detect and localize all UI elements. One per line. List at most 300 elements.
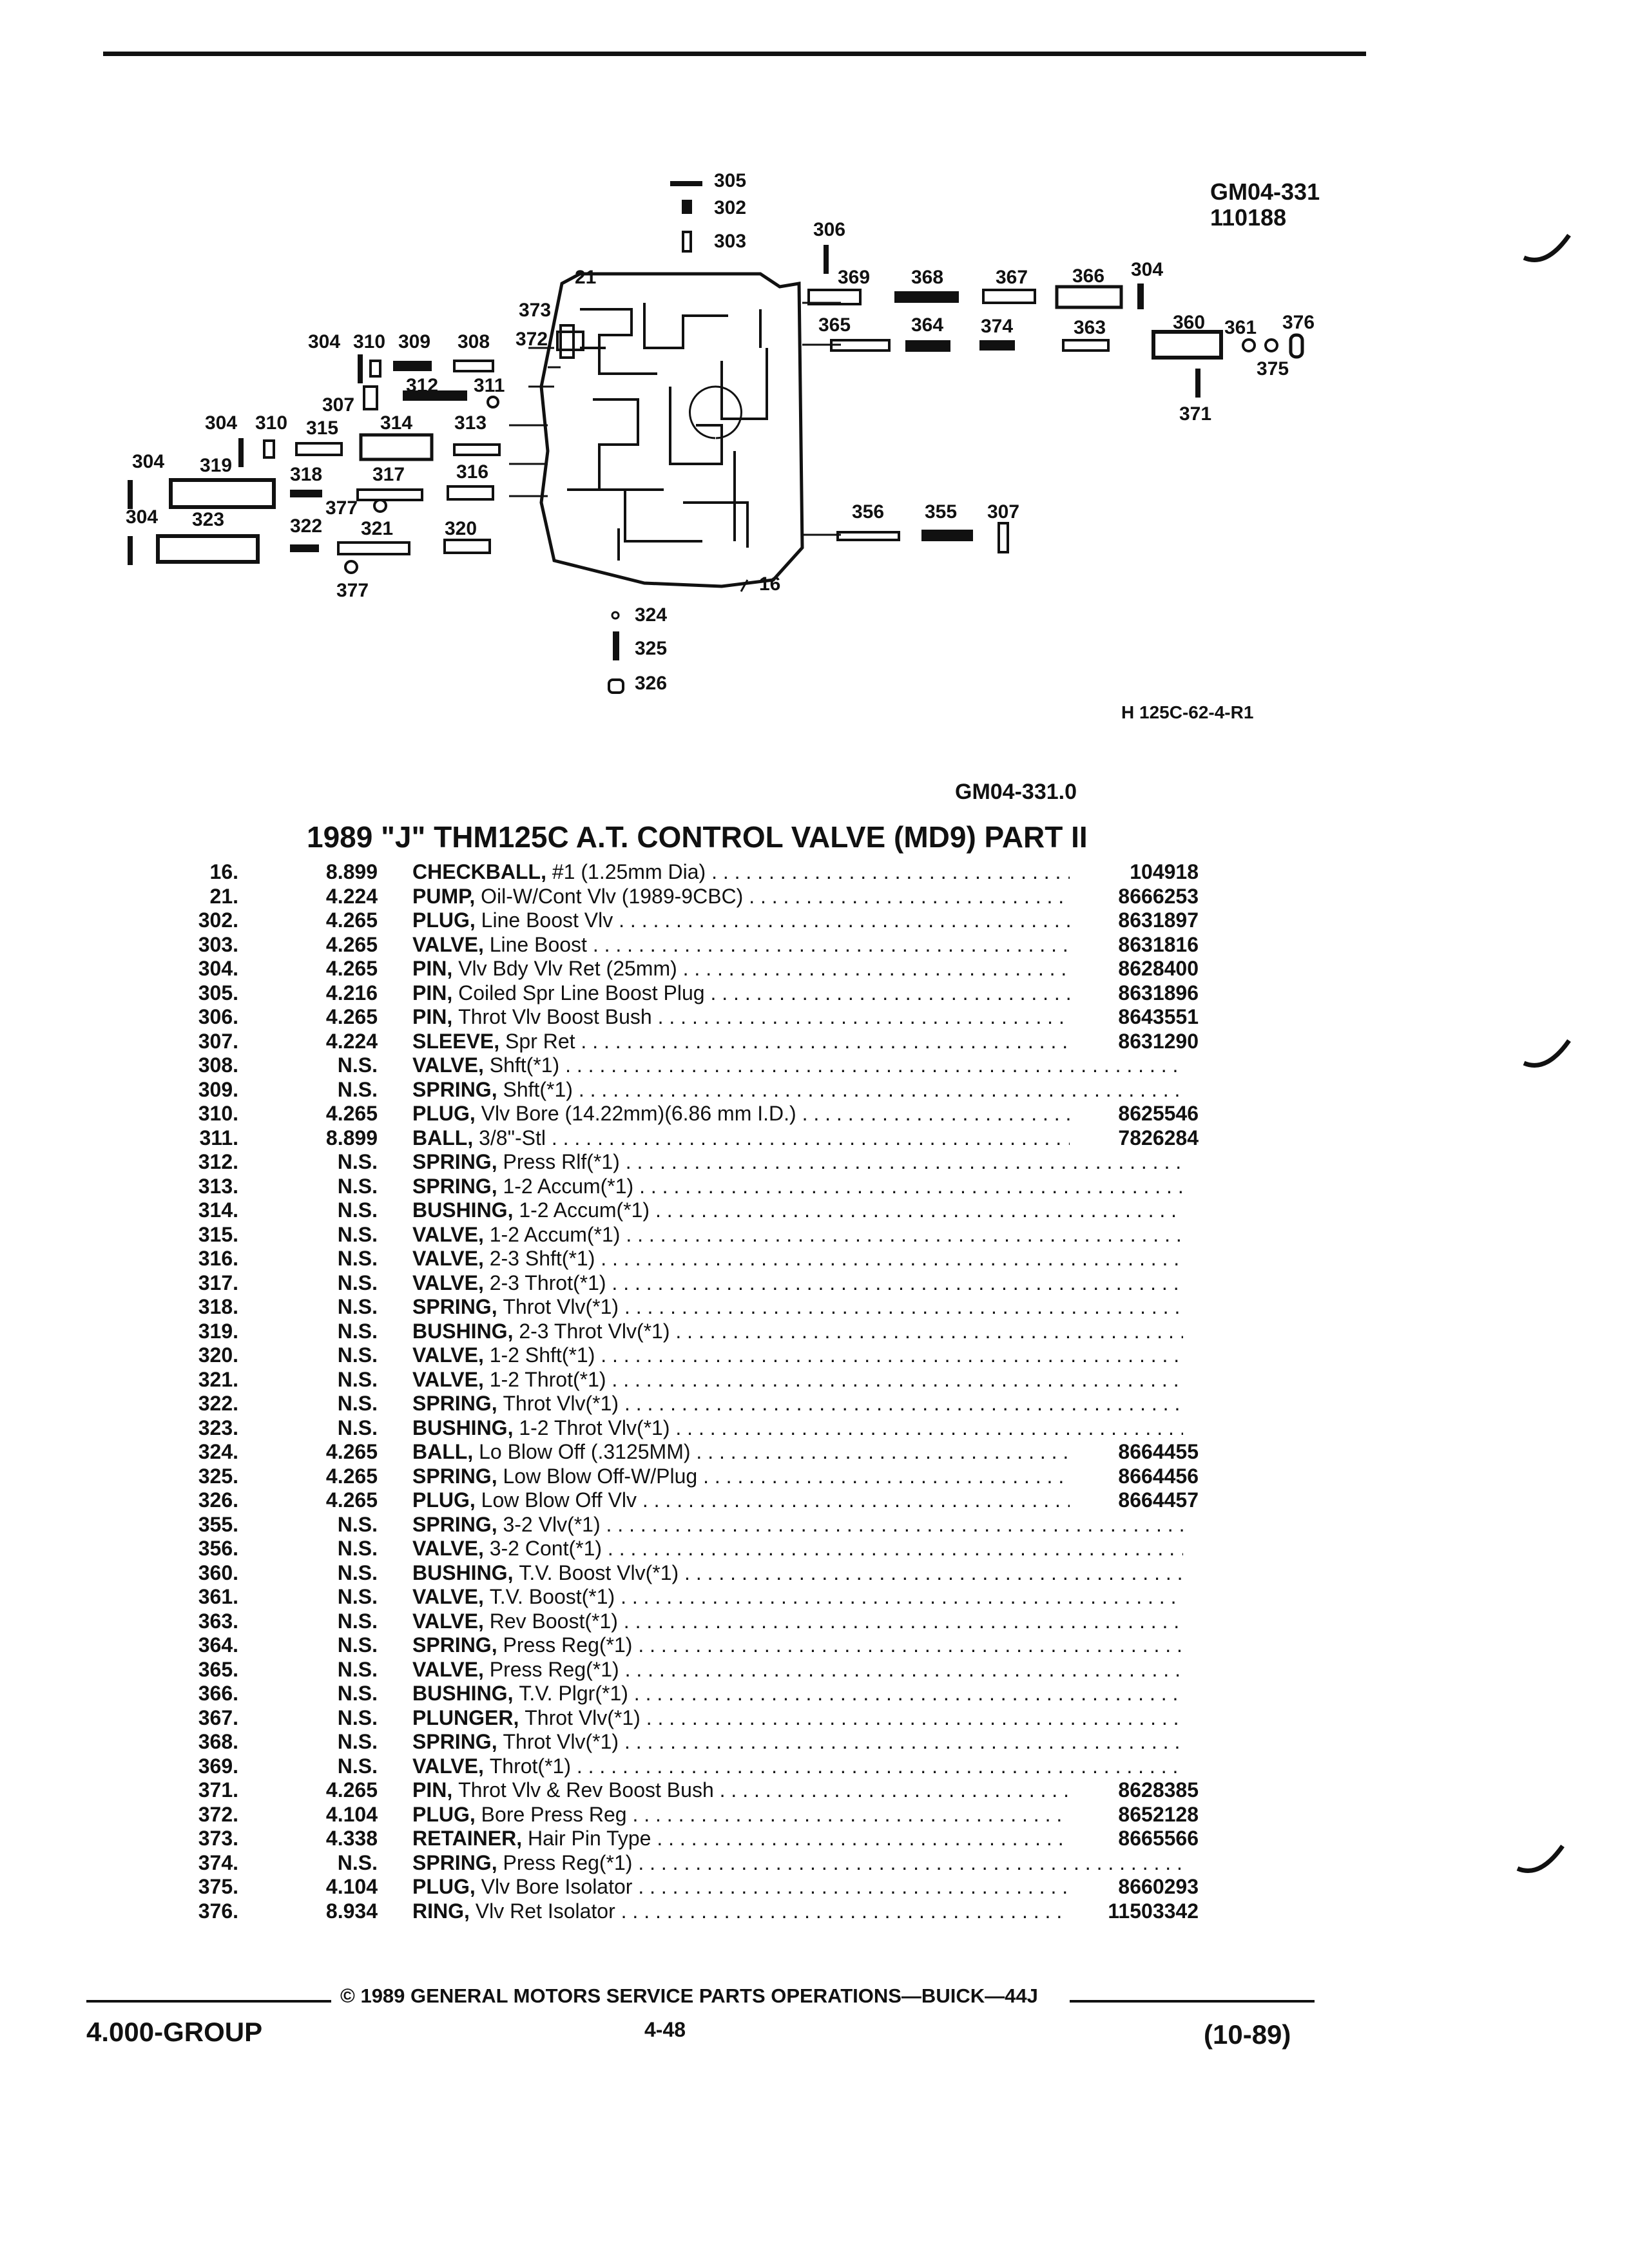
part-name: SPRING, <box>412 1174 497 1198</box>
part-row <box>129 1030 1263 1054</box>
part-description <box>412 1658 1183 1682</box>
part-row <box>129 1150 1263 1175</box>
part-description <box>412 908 1183 932</box>
callout-label: 304 <box>126 506 159 528</box>
part-377-a <box>374 500 386 512</box>
part-row <box>129 1343 1263 1368</box>
part-spec: Throt Vlv(*1) <box>503 1392 619 1415</box>
part-spec: Throt Vlv(*1) <box>525 1706 641 1729</box>
part-name: SPRING, <box>412 1730 497 1753</box>
illustration-code: H 125C-62-4-R1 <box>1121 702 1254 722</box>
part-description <box>412 981 1183 1005</box>
callout-label: 326 <box>635 673 668 694</box>
ref-number: 355. <box>198 1512 238 1536</box>
ref-number: 325. <box>198 1464 238 1488</box>
ref-number: 322. <box>198 1392 238 1415</box>
part-row <box>129 860 1263 885</box>
part-spec: Press Rlf(*1) <box>503 1150 620 1173</box>
group-number: 4.104 <box>325 1875 378 1898</box>
part-description <box>412 1368 1183 1392</box>
part-315 <box>296 443 342 455</box>
part-row <box>129 1633 1263 1658</box>
callout-label: 363 <box>1074 317 1106 338</box>
part-description <box>412 1488 1183 1512</box>
leader-lines <box>509 303 841 591</box>
part-spec: 1-2 Accum(*1) <box>489 1222 621 1246</box>
part-row <box>129 1465 1263 1489</box>
part-name: BUSHING, <box>412 1319 514 1343</box>
part-row <box>129 1827 1263 1851</box>
part-325 <box>613 631 619 660</box>
part-spec: 1-2 Shft(*1) <box>489 1343 595 1367</box>
part-description <box>412 1223 1183 1247</box>
part-308 <box>454 361 493 371</box>
callout-label: 307 <box>322 394 355 416</box>
ref-number: 371. <box>198 1778 238 1802</box>
callout-label: 313 <box>454 412 487 434</box>
part-name: SPRING, <box>412 1464 497 1488</box>
part-spec: Vlv Bdy Vlv Ret (25mm) <box>458 957 677 980</box>
part-row <box>129 1295 1263 1320</box>
callout-label: 356 <box>852 501 885 523</box>
part-name: RETAINER, <box>412 1827 523 1850</box>
group-number: N.S. <box>337 1416 378 1439</box>
group-number: 4.265 <box>325 908 378 932</box>
callout-label: 367 <box>996 267 1028 288</box>
part-name: PLUG, <box>412 1875 476 1898</box>
part-name: PLUG, <box>412 1488 476 1512</box>
group-number: 4.265 <box>325 957 378 980</box>
part-spec: Press Reg(*1) <box>503 1633 633 1657</box>
callout-label: 372 <box>516 329 548 350</box>
ref-number: 364. <box>198 1633 238 1657</box>
part-spec: Shft(*1) <box>503 1077 573 1101</box>
part-name: BALL, <box>412 1440 474 1463</box>
group-number: N.S. <box>337 1657 378 1681</box>
parts-list <box>129 860 1263 1923</box>
group-number: 4.265 <box>325 1440 378 1463</box>
part-304-d <box>128 536 133 565</box>
part-row <box>129 1682 1263 1706</box>
part-spec: Coiled Spr Line Boost Plug <box>458 981 705 1004</box>
part-name: VALVE, <box>412 1537 484 1560</box>
callout-label: 374 <box>981 316 1014 337</box>
callout-label: 308 <box>458 331 490 352</box>
part-spec: Line Boost <box>489 932 587 956</box>
part-spec: Line Boost Vlv <box>481 908 613 932</box>
part-name: VALVE, <box>412 1343 484 1367</box>
part-description <box>412 957 1183 981</box>
group-number: N.S. <box>337 1053 378 1077</box>
group-number: N.S. <box>337 1077 378 1101</box>
part-row <box>129 1658 1263 1682</box>
group-number: N.S. <box>337 1150 378 1173</box>
callout-label: 355 <box>925 501 958 523</box>
group-number: N.S. <box>337 1247 378 1270</box>
ref-number: 311. <box>199 1126 238 1149</box>
group-number: N.S. <box>337 1561 378 1584</box>
ref-number: 375. <box>198 1875 238 1898</box>
part-spec: Shft(*1) <box>489 1053 560 1077</box>
callout-label: 323 <box>192 509 225 530</box>
ref-number: 304. <box>198 957 238 980</box>
part-304-b <box>238 438 244 467</box>
part-304-c <box>128 480 133 509</box>
part-spec: Throt Vlv(*1) <box>503 1295 619 1318</box>
part-318 <box>290 490 322 497</box>
part-row <box>129 1488 1263 1513</box>
ref-number: 369. <box>198 1754 238 1778</box>
part-description <box>412 1827 1183 1850</box>
part-name: PLUG, <box>412 1102 476 1125</box>
part-number: 8664457 <box>1070 1488 1199 1512</box>
callout-label: 377 <box>336 580 369 601</box>
part-number: 8628385 <box>1070 1778 1199 1802</box>
group-number: N.S. <box>337 1682 378 1705</box>
part-spec: Press Reg(*1) <box>489 1657 619 1681</box>
group-number: 4.224 <box>325 1029 378 1053</box>
part-row <box>129 1754 1263 1779</box>
part-name: CHECKBALL, <box>412 860 546 883</box>
group-number: N.S. <box>337 1537 378 1560</box>
part-spec: T.V. Boost Vlv(*1) <box>519 1561 679 1584</box>
section-code: GM04-331.0 <box>955 780 1077 804</box>
callout-label: 320 <box>445 518 477 539</box>
part-304-a <box>358 354 363 383</box>
part-number: 8664456 <box>1070 1465 1199 1488</box>
group-number: N.S. <box>337 1754 378 1778</box>
callout-label: 306 <box>813 219 846 240</box>
part-spec: Spr Ret <box>505 1029 575 1053</box>
part-row <box>129 1320 1263 1344</box>
group-number: N.S. <box>337 1367 378 1391</box>
part-row <box>129 1005 1263 1030</box>
part-row <box>129 1778 1263 1803</box>
callout-label: 304 <box>132 451 165 472</box>
part-description <box>412 1706 1183 1730</box>
part-name: SPRING, <box>412 1392 497 1415</box>
callout-label: 365 <box>818 314 851 336</box>
ref-number: 324. <box>198 1440 238 1463</box>
part-row <box>129 1851 1263 1876</box>
part-description <box>412 1875 1183 1899</box>
part-name: VALVE, <box>412 1585 484 1608</box>
part-row <box>129 1610 1263 1634</box>
part-description <box>412 1078 1183 1102</box>
part-number: 8666253 <box>1070 885 1199 908</box>
group-number: N.S. <box>337 1512 378 1536</box>
callout-label: 311 <box>474 375 505 396</box>
part-description <box>412 860 1183 884</box>
part-spec: 2-3 Throt(*1) <box>489 1271 606 1294</box>
part-number: 8643551 <box>1070 1005 1199 1029</box>
ref-number: 374. <box>198 1850 238 1874</box>
part-description <box>412 1754 1183 1778</box>
part-name: PIN, <box>412 1005 453 1028</box>
part-307-right <box>999 523 1008 552</box>
part-row <box>129 1513 1263 1537</box>
part-spec: T.V. Plgr(*1) <box>519 1682 628 1705</box>
part-spec: Oil-W/Cont Vlv (1989-9CBC) <box>481 884 744 908</box>
callout-label: 309 <box>398 331 431 352</box>
part-description <box>412 1513 1183 1537</box>
part-description <box>412 1271 1183 1295</box>
part-368 <box>894 291 959 303</box>
group-number: N.S. <box>337 1174 378 1198</box>
part-367 <box>983 290 1035 303</box>
callout-label: 318 <box>290 464 323 485</box>
group-number: 4.265 <box>325 1102 378 1125</box>
part-row <box>129 1440 1263 1465</box>
part-row <box>129 1223 1263 1247</box>
callout-label: 317 <box>372 464 405 485</box>
ref-number: 313. <box>198 1174 238 1198</box>
callout-label: 377 <box>325 497 358 519</box>
part-row <box>129 1803 1263 1827</box>
group-number: 8.899 <box>325 1126 378 1149</box>
part-name: BUSHING, <box>412 1561 514 1584</box>
part-spec: Low Blow Off-W/Plug <box>503 1464 698 1488</box>
group-number: 4.265 <box>325 1778 378 1802</box>
part-374 <box>979 340 1015 351</box>
callout-label: 304 <box>1131 259 1164 280</box>
ref-number: 363. <box>198 1609 238 1633</box>
part-row <box>129 1875 1263 1899</box>
part-307-left <box>364 387 377 409</box>
part-description <box>412 1561 1183 1585</box>
part-310-a <box>371 361 380 376</box>
figure-code-line-2: 110188 <box>1210 204 1287 231</box>
group-number: N.S. <box>337 1730 378 1753</box>
part-number: 104918 <box>1070 860 1199 884</box>
part-name: VALVE, <box>412 1247 484 1270</box>
group-number: N.S. <box>337 1198 378 1222</box>
group-number: 4.338 <box>325 1827 378 1850</box>
part-description <box>412 1682 1183 1706</box>
part-spec: 1-2 Throt(*1) <box>489 1367 606 1391</box>
part-spec: 1-2 Accum(*1) <box>503 1174 634 1198</box>
ref-number: 16. <box>209 860 238 883</box>
page-title: 1989 "J" THM125C A.T. CONTROL VALVE (MD9) PART II <box>307 820 1088 854</box>
callout-label: 312 <box>406 375 439 396</box>
part-360 <box>1153 332 1221 358</box>
part-355 <box>921 530 973 541</box>
part-row <box>129 981 1263 1006</box>
part-row <box>129 1247 1263 1271</box>
part-377-b <box>345 561 357 573</box>
part-name: PIN, <box>412 1778 453 1802</box>
part-spec: Vlv Ret Isolator <box>475 1899 615 1923</box>
group-number: N.S. <box>337 1271 378 1294</box>
part-spec: Throt Vlv Boost Bush <box>458 1005 652 1028</box>
part-description <box>412 1030 1183 1053</box>
callout-label: 16 <box>759 573 781 595</box>
part-322 <box>290 544 319 552</box>
binder-mark <box>1521 232 1572 271</box>
callout-label: 305 <box>714 170 747 191</box>
callout-label: 366 <box>1072 265 1105 287</box>
part-306 <box>824 245 829 274</box>
part-364 <box>905 340 950 352</box>
part-number: 8631897 <box>1070 908 1199 932</box>
part-number: 8631290 <box>1070 1030 1199 1053</box>
part-description <box>412 1198 1183 1222</box>
part-description <box>412 1899 1183 1923</box>
part-spec: Rev Boost(*1) <box>489 1609 618 1633</box>
part-row <box>129 1271 1263 1296</box>
part-name: SPRING, <box>412 1150 497 1173</box>
part-spec: 3-2 Cont(*1) <box>489 1537 602 1560</box>
callout-label: 371 <box>1179 403 1212 425</box>
part-314 <box>361 435 432 459</box>
part-name: BUSHING, <box>412 1682 514 1705</box>
footer-rule-left <box>86 2000 331 2003</box>
binder-mark <box>1521 1037 1572 1076</box>
part-name: RING, <box>412 1899 470 1923</box>
callout-label: 21 <box>575 267 597 288</box>
part-description <box>412 1851 1183 1875</box>
part-name: SPRING, <box>412 1633 497 1657</box>
part-313 <box>454 445 499 455</box>
callout-label: 307 <box>987 501 1020 523</box>
part-description <box>412 1440 1183 1464</box>
group-number: 8.899 <box>325 860 378 883</box>
part-row <box>129 1126 1263 1151</box>
ref-number: 306. <box>198 1005 238 1028</box>
callout-label: 361 <box>1224 317 1257 338</box>
part-number: 8660293 <box>1070 1875 1199 1899</box>
part-name: VALVE, <box>412 1657 484 1681</box>
figure-code-line-1: GM04-331 <box>1210 178 1320 205</box>
footer-revision-date: (10-89) <box>1204 2019 1291 2050</box>
part-description <box>412 1416 1183 1440</box>
ref-number: 315. <box>198 1222 238 1246</box>
ref-number: 320. <box>198 1343 238 1367</box>
part-320 <box>445 540 490 553</box>
part-319 <box>171 480 274 507</box>
ref-number: 361. <box>198 1585 238 1608</box>
callout-label: 375 <box>1257 358 1289 380</box>
part-row <box>129 1198 1263 1223</box>
part-row <box>129 1561 1263 1586</box>
part-description <box>412 1320 1183 1343</box>
part-row <box>129 1537 1263 1561</box>
part-spec: Lo Blow Off (.3125MM) <box>479 1440 691 1463</box>
callout-label: 325 <box>635 638 668 659</box>
callout-label: 316 <box>456 461 489 483</box>
part-spec: Vlv Bore (14.22mm)(6.86 mm I.D.) <box>481 1102 796 1125</box>
part-spec: #1 (1.25mm Dia) <box>552 860 706 883</box>
callout-label: 315 <box>306 418 339 439</box>
ref-number: 307. <box>198 1029 238 1053</box>
part-316 <box>448 486 493 499</box>
part-name: PUMP, <box>412 884 476 908</box>
group-number: 4.216 <box>325 981 378 1004</box>
part-number: 8631816 <box>1070 933 1199 957</box>
callout-label: 376 <box>1282 312 1315 333</box>
ref-number: 323. <box>198 1416 238 1439</box>
part-row <box>129 1706 1263 1731</box>
ref-number: 308. <box>198 1053 238 1077</box>
ref-number: 326. <box>198 1488 238 1512</box>
ref-number: 316. <box>198 1247 238 1270</box>
part-description <box>412 1343 1183 1367</box>
part-description <box>412 1585 1183 1609</box>
part-description <box>412 1126 1183 1150</box>
part-description <box>412 1295 1183 1319</box>
part-number: 8628400 <box>1070 957 1199 981</box>
part-description <box>412 1053 1183 1077</box>
part-description <box>412 933 1183 957</box>
part-description <box>412 1150 1183 1174</box>
part-name: PLUG, <box>412 908 476 932</box>
part-description <box>412 1102 1183 1126</box>
callout-label: 373 <box>519 300 552 321</box>
part-303 <box>683 232 691 251</box>
callout-label: 321 <box>361 518 394 539</box>
group-number: 4.104 <box>325 1802 378 1826</box>
part-row <box>129 1392 1263 1416</box>
part-spec: 1-2 Accum(*1) <box>519 1198 650 1222</box>
part-304-top <box>1137 284 1144 309</box>
part-name: VALVE, <box>412 1222 484 1246</box>
group-number: N.S. <box>337 1706 378 1729</box>
part-row <box>129 933 1263 957</box>
ref-number: 309. <box>198 1077 238 1101</box>
ref-number: 321. <box>198 1367 238 1391</box>
part-row <box>129 1416 1263 1441</box>
part-description <box>412 1778 1183 1802</box>
part-description <box>412 1005 1183 1029</box>
part-spec: Hair Pin Type <box>527 1827 651 1850</box>
part-spec: 2-3 Throt Vlv(*1) <box>519 1319 670 1343</box>
part-name: VALVE, <box>412 1271 484 1294</box>
callout-label: 364 <box>911 314 944 336</box>
part-name: PIN, <box>412 957 453 980</box>
footer-copyright: © 1989 GENERAL MOTORS SERVICE PARTS OPERATIONS—BUICK—44J <box>340 1984 1038 2007</box>
part-number: 7826284 <box>1070 1126 1199 1150</box>
part-row <box>129 1585 1263 1610</box>
ref-number: 367. <box>198 1706 238 1729</box>
part-spec: Low Blow Off Vlv <box>481 1488 637 1512</box>
part-name: BUSHING, <box>412 1416 514 1439</box>
footer-page-number: 4-48 <box>644 2018 686 2041</box>
callout-label: 310 <box>353 331 386 352</box>
ref-number: 305. <box>198 981 238 1004</box>
group-number: 4.265 <box>325 1488 378 1512</box>
part-311 <box>488 397 498 407</box>
part-row <box>129 885 1263 909</box>
group-number: N.S. <box>337 1850 378 1874</box>
part-spec: 3/8"-Stl <box>479 1126 546 1149</box>
group-number: 4.265 <box>325 1464 378 1488</box>
part-323 <box>158 536 258 562</box>
footer-rule-right <box>1070 2000 1315 2003</box>
part-name: SLEEVE, <box>412 1029 500 1053</box>
part-309 <box>393 361 432 371</box>
ref-number: 317. <box>198 1271 238 1294</box>
part-row <box>129 1053 1263 1078</box>
valve-body-passages <box>567 303 767 561</box>
part-row <box>129 1899 1263 1924</box>
part-305 <box>670 181 702 186</box>
part-description <box>412 1247 1183 1271</box>
part-name: VALVE, <box>412 1053 484 1077</box>
part-number: 8631896 <box>1070 981 1199 1005</box>
ref-number: 21. <box>209 884 238 908</box>
part-name: VALVE, <box>412 1609 484 1633</box>
binder-mark <box>1514 1843 1566 1881</box>
